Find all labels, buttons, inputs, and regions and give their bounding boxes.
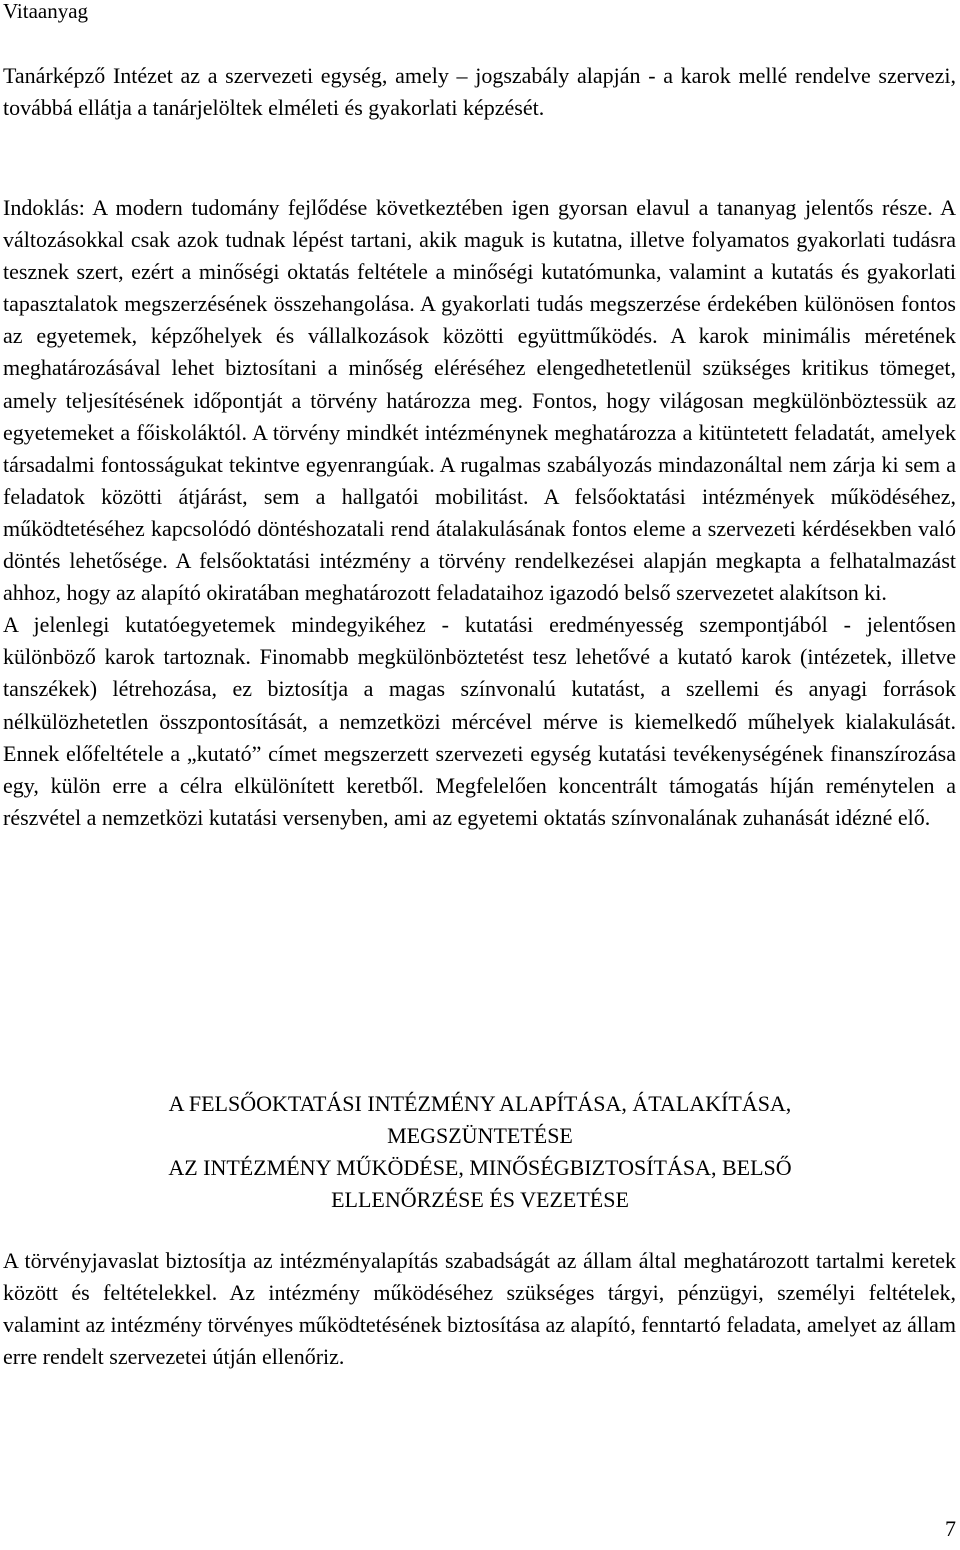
justification-paragraph-block — [3, 192, 956, 834]
section-heading-line: AZ INTÉZMÉNY MŰKÖDÉSE, MINŐSÉGBIZTOSÍTÁSA, BELSŐ — [168, 1155, 792, 1180]
paragraph-institution-founding: A törvényjavaslat biztosítja az intézményalapítás szabadságát az állam által meghatározott tartalmi keretek között és feltételekkel. Az intézmény működéséhez szükséges tárgyi, pénzügyi, személyi feltételek, valamint az intézmény törvényes működtetésének biztosítása az alapító, fenntartó feladata, amelyet az állam erre rendelt szervezetei útján ellenőriz. — [3, 1248, 956, 1370]
intro-paragraph-block — [3, 60, 956, 124]
paragraph-justification: Indoklás: A modern tudomány fejlődése következtében igen gyorsan elavul a tananyag jelentős része. A változásokkal csak azok tudnak lépést tartani, akik maguk is kutatna, illetve folyamatos gyakorlati tudásra tesznek szert, ezért a minőségi oktatás feltétele a minőségi kutatómunka, valamint a kutatás és gyakorlati tapasztalatok megszerzésének összehangolása. A gyakorlati tudás megszerzése érdekében különösen fontos az egyetemek, képzőhelyek és vállalkozások közötti együttműködés. A karok minimális méretének meghatározásával lehet biztosítani a minőség eléréséhez elengedhetetlenül szükséges kritikus tömeget, amely teljesítésének időpontját a törvény határozza meg. Fontos, hogy világosan megkülönböztessük az egyetemeket a főiskoláktól. A törvény mindkét intézménynek meghatározza a kitüntetett feladatát, amelyek társadalmi fontosságukat tekintve egyenrangúak. A rugalmas szabályozás mindazonáltal nem zárja ki sem a feladatok közötti átjárást, sem a hallgatói mobilitást. A felsőoktatási intézmények működéséhez, működtetéséhez kapcsolódó döntéshozatali rend átalakulásának fontos eleme a szervezeti kérdésekben való döntés lehetősége. A felsőoktatási intézmény a törvény rendelkezései alapján megkapta a felhatalmazást ahhoz, hogy az alapító okiratában meghatározott feladataihoz igazodó belső szervezetet alakítson ki. — [3, 195, 956, 606]
section-heading-line: MEGSZÜNTETÉSE — [387, 1123, 573, 1148]
paragraph-teacher-training-institute: Tanárképző Intézet az a szervezeti egység, amely – jogszabály alapján - a karok mellé rendelve szervezi, továbbá ellátja a tanárjelöltek elméleti és gyakorlati képzését. — [3, 63, 956, 121]
page-number: 7 — [945, 1516, 956, 1541]
section-heading — [0, 1088, 960, 1216]
paragraph-research-universities: A jelenlegi kutatóegyetemek mindegyikéhez - kutatási eredményesség szempontjából - jelentősen különböző karok tartoznak. Finomabb megkülönböztetést tesz lehetővé a kutató karok (intézetek, illetve tanszékek) létrehozása, ez biztosítja a magas színvonalú kutatást, a szellemi és anyagi források nélkülözhetetlen összpontosítását, a nemzetközi mércével mérve is kiemelkedő műhelyek kialakulását. Ennek előfeltétele a „kutató” címet megszerzett szervezeti egység kutatási tevékenységének finanszírozása egy, külön erre a célra elkülönített keretből. Megfelelően koncentrált támogatás híján reménytelen a részvétel a nemzetközi kutatási versenyben, ami az egyetemi oktatás színvonalának zuhanását idézné elő. — [3, 612, 956, 830]
page-header-title: Vitaanyag — [3, 0, 89, 23]
section-heading-line: ELLENŐRZÉSE ÉS VEZETÉSE — [331, 1187, 629, 1212]
institution-founding-paragraph-block — [3, 1245, 956, 1373]
section-heading-line: A FELSŐOKTATÁSI INTÉZMÉNY ALAPÍTÁSA, ÁTALAKÍTÁSA, — [168, 1091, 792, 1116]
